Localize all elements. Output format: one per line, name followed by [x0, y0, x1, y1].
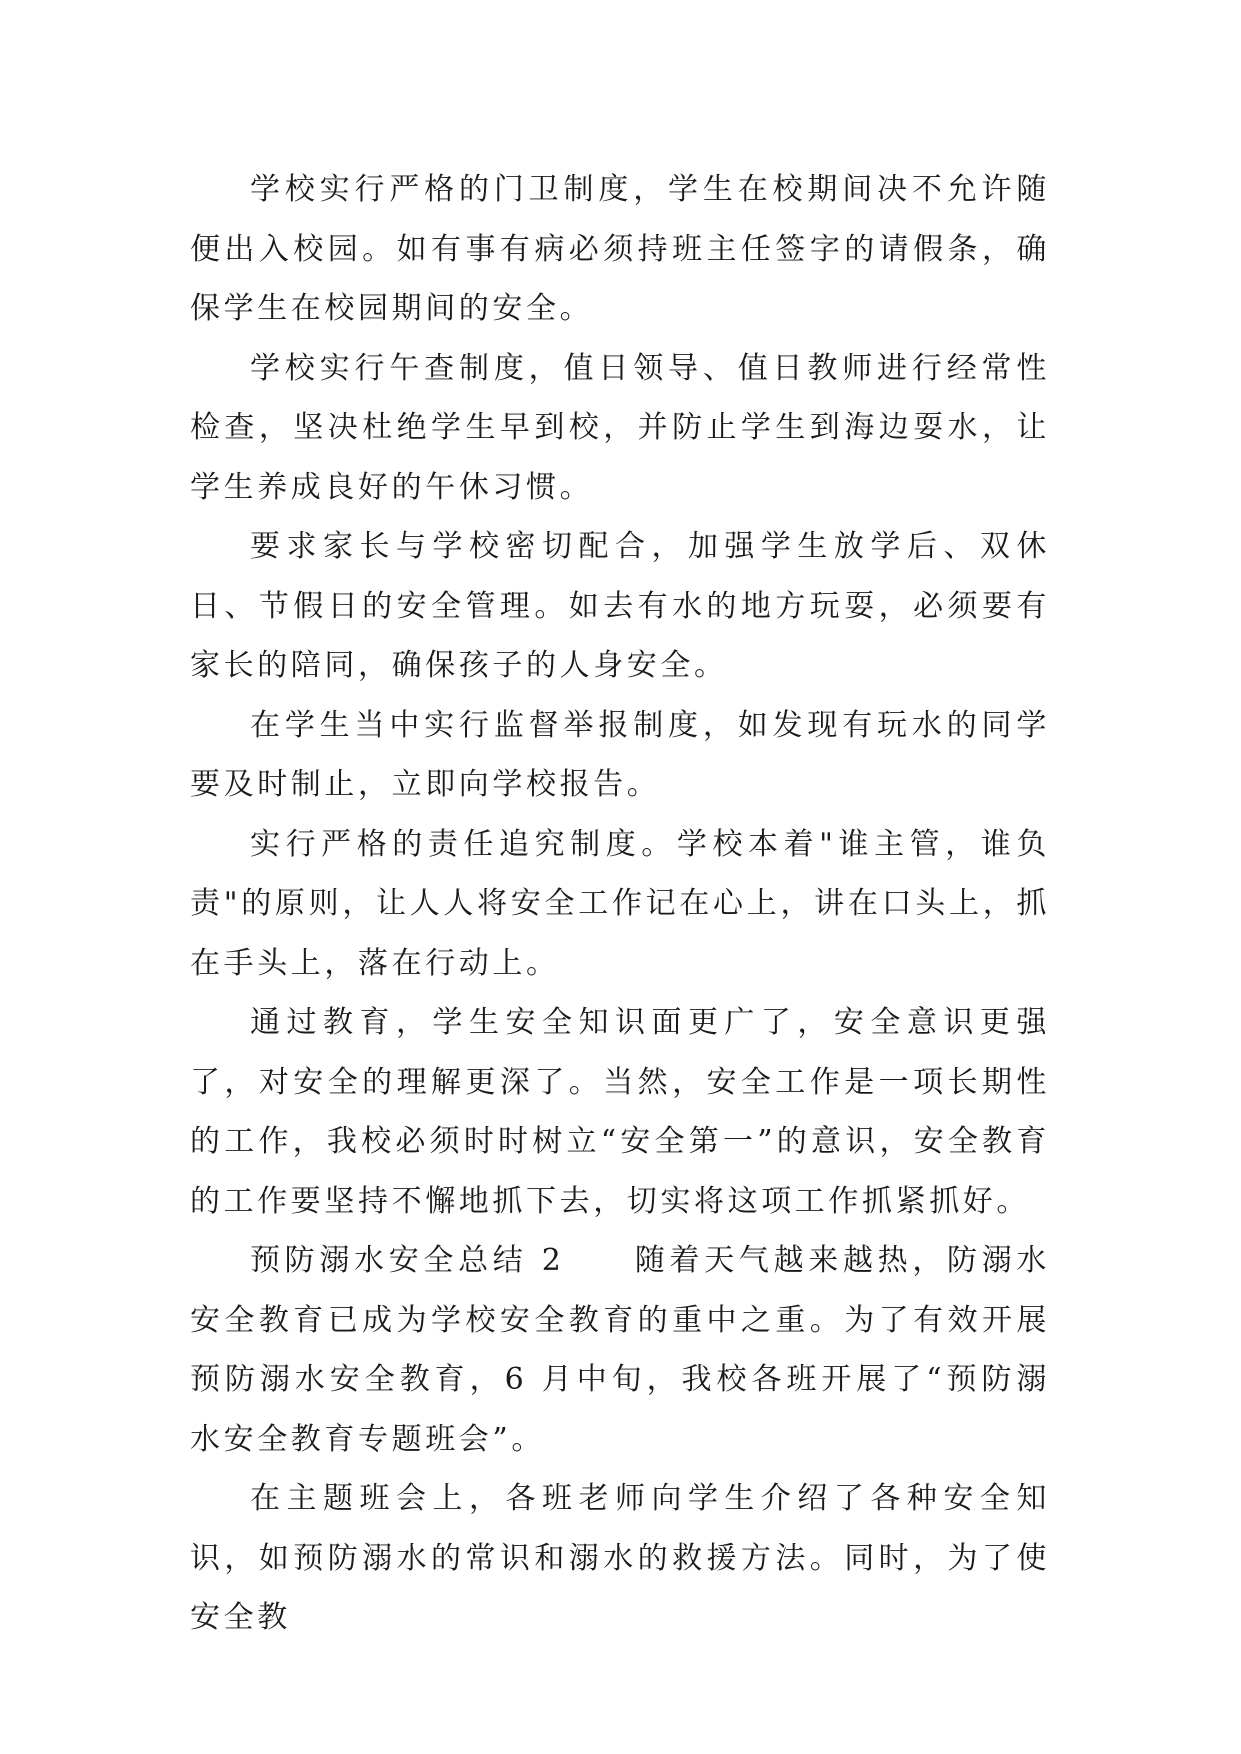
paragraph-noon-check: 学校实行午查制度，值日领导、值日教师进行经常性检查，坚决杜绝学生早到校，并防止学生到海边耍水，让学生养成良好的午休习惯。	[190, 350, 1050, 505]
paragraph-gate-policy: 学校实行严格的门卫制度，学生在校期间决不允许随便出入校园。如有事有病必须持班主任签字的请假条，确保学生在校园期间的安全。	[190, 172, 1050, 326]
paragraph-reporting-system: 在学生当中实行监督举报制度，如发现有玩水的同学要及时制止，立即向学校报告。	[190, 707, 1050, 802]
paragraph-parent-cooperation: 要求家长与学校密切配合，加强学生放学后、双休日、节假日的安全管理。如去有水的地方玩耍，必须要有家长的陪同，确保孩子的人身安全。	[190, 529, 1050, 683]
paragraph-responsibility: 实行严格的责任追究制度。学校本着"谁主管，谁负责"的原则，让人人将安全工作记在心上，讲在口头上，抓在手头上，落在行动上。	[190, 826, 1050, 981]
paragraph-class-meeting: 在主题班会上，各班老师向学生介绍了各种安全知识，如预防溺水的常识和溺水的救援方法。同时，为了使安全教	[190, 1481, 1050, 1635]
paragraph-summary-2-intro: 预防溺水安全总结 2 随着天气越来越热，防溺水安全教育已成为学校安全教育的重中之重。为了有效开展预防溺水安全教育，6 月中旬，我校各班开展了“预防溺水安全教育专题班会”。	[190, 1243, 1050, 1457]
paragraph-education-results: 通过教育，学生安全知识面更广了，安全意识更强了，对安全的理解更深了。当然，安全工作是一项长期性的工作，我校必须时时树立“安全第一”的意识，安全教育的工作要坚持不懈地抓下去，切实将这项工作抓紧抓好。	[190, 1005, 1050, 1219]
document-page	[190, 160, 1050, 1648]
